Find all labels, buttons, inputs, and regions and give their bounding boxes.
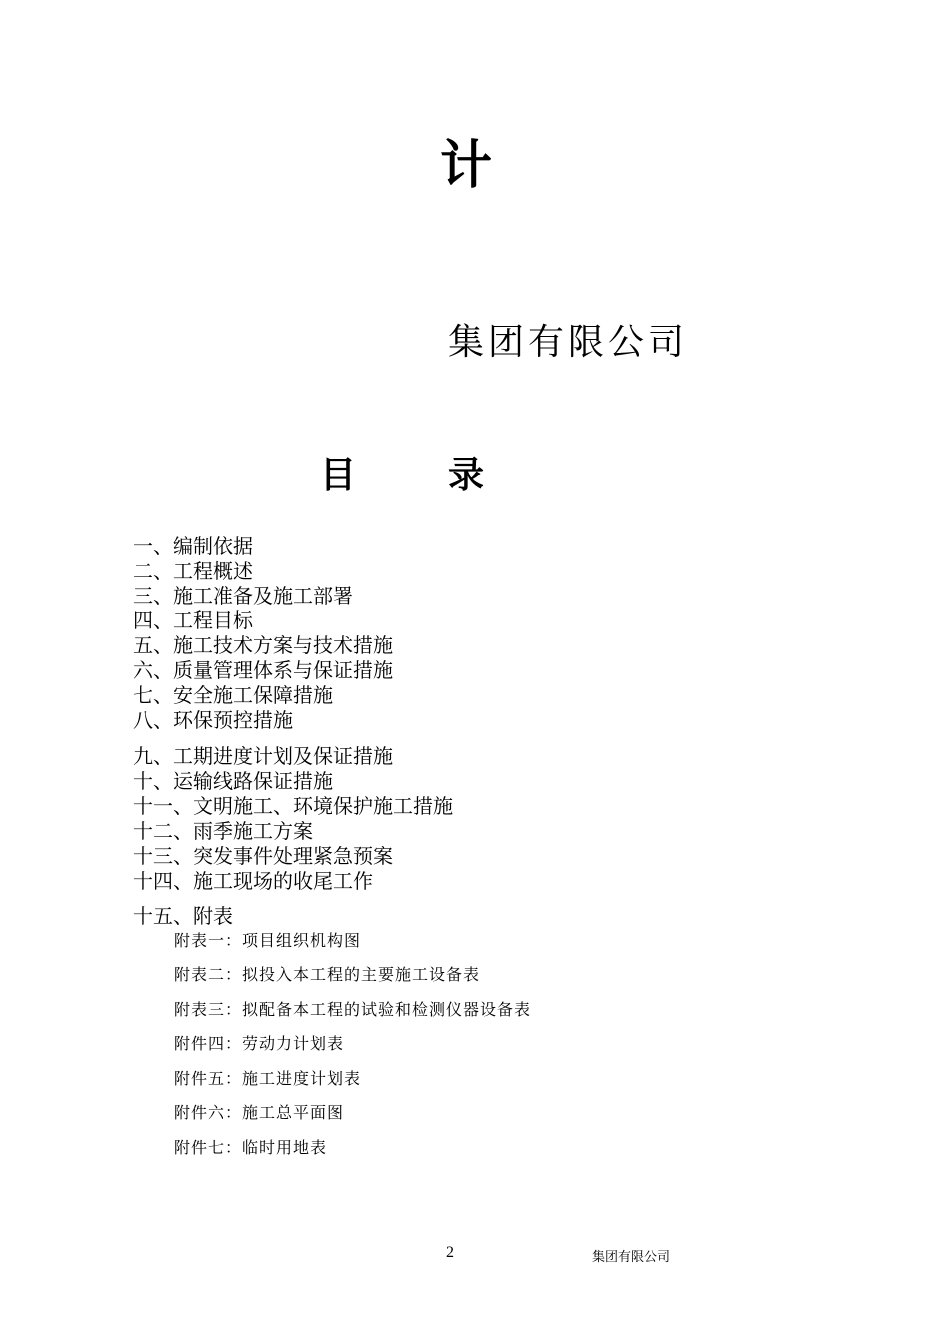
cover-company-name: 集团有限公司 — [448, 322, 689, 363]
toc-item: 一、编制依据 — [133, 534, 253, 558]
toc-item: 十四、施工现场的收尾工作 — [133, 869, 373, 893]
toc-item: 五、施工技术方案与技术措施 — [133, 633, 393, 657]
toc-sub-item: 附表二：拟投入本工程的主要施工设备表 — [174, 965, 481, 984]
toc-sub-item: 附件四：劳动力计划表 — [174, 1034, 345, 1053]
toc-item: 十一、文明施工、环境保护施工措施 — [133, 794, 453, 818]
cover-title: 计 — [440, 136, 493, 196]
footer-company-name: 集团有限公司 — [592, 1250, 671, 1265]
toc-item: 四、工程目标 — [133, 608, 253, 632]
page-number: 2 — [446, 1244, 454, 1261]
toc-item: 八、环保预控措施 — [133, 708, 293, 732]
toc-item: 七、安全施工保障措施 — [133, 683, 333, 707]
toc-sub-item: 附表三：拟配备本工程的试验和检测仪器设备表 — [174, 1000, 532, 1019]
toc-sub-item: 附表一：项目组织机构图 — [174, 931, 362, 950]
toc-item: 十三、突发事件处理紧急预案 — [133, 844, 393, 868]
toc-item: 六、质量管理体系与保证措施 — [133, 658, 393, 682]
toc-heading-right: 录 — [448, 455, 485, 496]
toc-item: 二、工程概述 — [133, 559, 253, 583]
toc-item: 十五、附表 — [133, 904, 233, 928]
toc-sub-item: 附件七：临时用地表 — [174, 1138, 328, 1157]
toc-item: 十二、雨季施工方案 — [133, 819, 313, 843]
toc-heading-left: 目 — [320, 455, 357, 496]
toc-item: 十、运输线路保证措施 — [133, 769, 333, 793]
toc-sub-item: 附件五：施工进度计划表 — [174, 1069, 362, 1088]
toc-item: 九、工期进度计划及保证措施 — [133, 744, 393, 768]
toc-item: 三、施工准备及施工部署 — [133, 584, 353, 608]
toc-sub-item: 附件六：施工总平面图 — [174, 1103, 345, 1122]
